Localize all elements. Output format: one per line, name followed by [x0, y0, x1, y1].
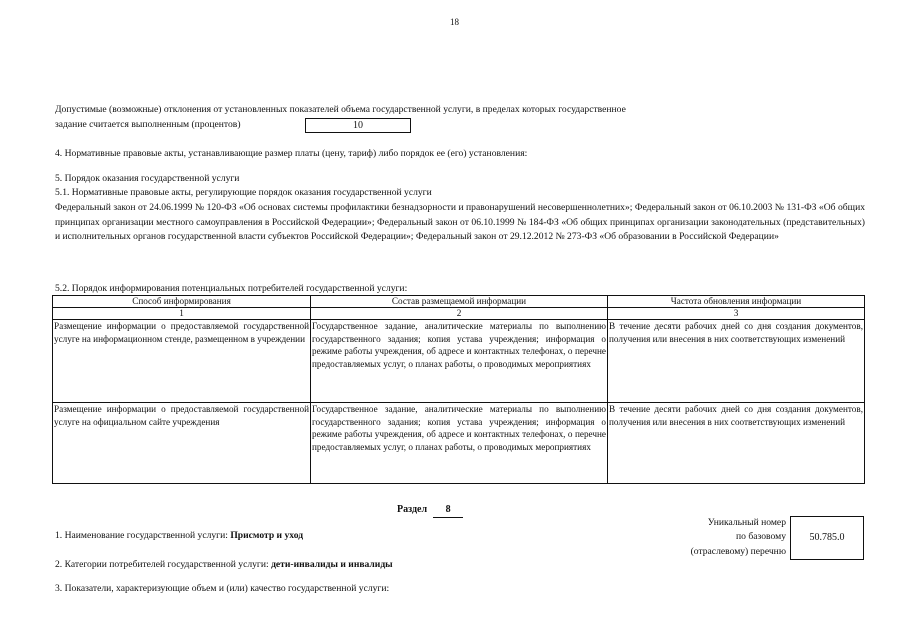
table-row [53, 403, 865, 484]
information-table [52, 295, 865, 484]
table-number-cell: 2 [311, 308, 608, 320]
registry-label-line3: (отраслевому) перечню [690, 545, 786, 557]
categories-label: 2. Категории потребителей государственной услуги: [55, 559, 269, 570]
categories-line [55, 559, 393, 571]
table-cell-method: Размещение информации о предоставляемой государственной услуге на информационном стенде, размещенном в учреждении [53, 320, 311, 403]
service-name-line [55, 530, 303, 542]
categories-value: дети-инвалиды и инвалиды [271, 559, 393, 570]
deviation-text-line2: задание считается выполненным (процентов) [55, 119, 241, 130]
service-name-label: 1. Наименование государственной услуги: [55, 530, 228, 541]
table-header-cell: Способ информирования [53, 296, 311, 308]
table-cell-content: Государственное задание, аналитические материалы по выполнению государственного задания; копия устава учреждения; информация о режиме работы учреждения, об адресе и контактных телефонах, о перечне предоставляемых услуг, о планах работы, о проводимых мероприятиях [311, 403, 608, 484]
table-number-cell: 1 [53, 308, 311, 320]
item-5-heading: 5. Порядок оказания государственной услуги [55, 173, 240, 184]
table-header-row [53, 296, 865, 308]
table-cell-frequency: В течение десяти рабочих дней со дня создания документов, получения или внесения в них соответствующих изменений [608, 320, 865, 403]
item-5-1-heading: 5.1. Нормативные правовые акты, регулирующие порядок оказания государственной услуги [55, 187, 432, 198]
table-number-cell: 3 [608, 308, 865, 320]
page-number: 18 [450, 17, 459, 27]
table-number-row [53, 308, 865, 320]
deviation-text-line1: Допустимые (возможные) отклонения от установленных показателей объема государственной услуги, в пределах которых государственное [55, 104, 626, 115]
service-name-value: Присмотр и уход [230, 530, 304, 541]
item-5-2-heading: 5.2. Порядок информирования потенциальных потребителей государственной услуги: [55, 283, 408, 294]
table-header-cell: Частота обновления информации [608, 296, 865, 308]
registry-label [640, 516, 786, 559]
section-heading [397, 504, 463, 518]
table-cell-frequency: В течение десяти рабочих дней со дня создания документов, получения или внесения в них соответствующих изменений [608, 403, 865, 484]
section-number: 8 [433, 504, 463, 518]
item-3-heading: 3. Показатели, характеризующие объем и (или) качество государственной услуги: [55, 583, 390, 594]
table-header-cell: Состав размещаемой информации [311, 296, 608, 308]
item-4-heading: 4. Нормативные правовые акты, устанавливающие размер платы (цену, тариф) либо порядок ее (его) установления: [55, 148, 528, 159]
table-cell-content: Государственное задание, аналитические материалы по выполнению государственного задания; копия устава учреждения; информация о режиме работы учреждения, об адресе и контактных телефонах, о перечне предоставляемых услуг, о планах работы, о проводимых мероприятиях [311, 320, 608, 403]
registry-label-line2: по базовому [736, 531, 786, 543]
item-5-1-text: Федеральный закон от 24.06.1999 № 120-ФЗ «Об основах системы профилактики безнадзорности и правонарушений несовершеннолетних»; Федеральный закон от 06.10.2003 № 131-ФЗ «Об общих принципах организации местного самоуправления в Российской Федерации»; Федеральный закон от 06.10.1999 № 184-ФЗ «Об общих принципах организации законодательных (представительных) и исполнительных органов государственной власти субъектов Российской Федерации»; Федеральный закон от 29.12.2012 № 273-ФЗ «Об образовании в Российской Федерации» [55, 202, 865, 242]
registry-label-line1: Уникальный номер [707, 517, 786, 528]
deviation-value-box: 10 [305, 118, 411, 133]
section-label: Раздел [397, 504, 428, 515]
registry-number-box: 50.785.0 [790, 516, 864, 560]
table-row [53, 320, 865, 403]
table-cell-method: Размещение информации о предоставляемой государственной услуге на официальном сайте учреждения [53, 403, 311, 484]
